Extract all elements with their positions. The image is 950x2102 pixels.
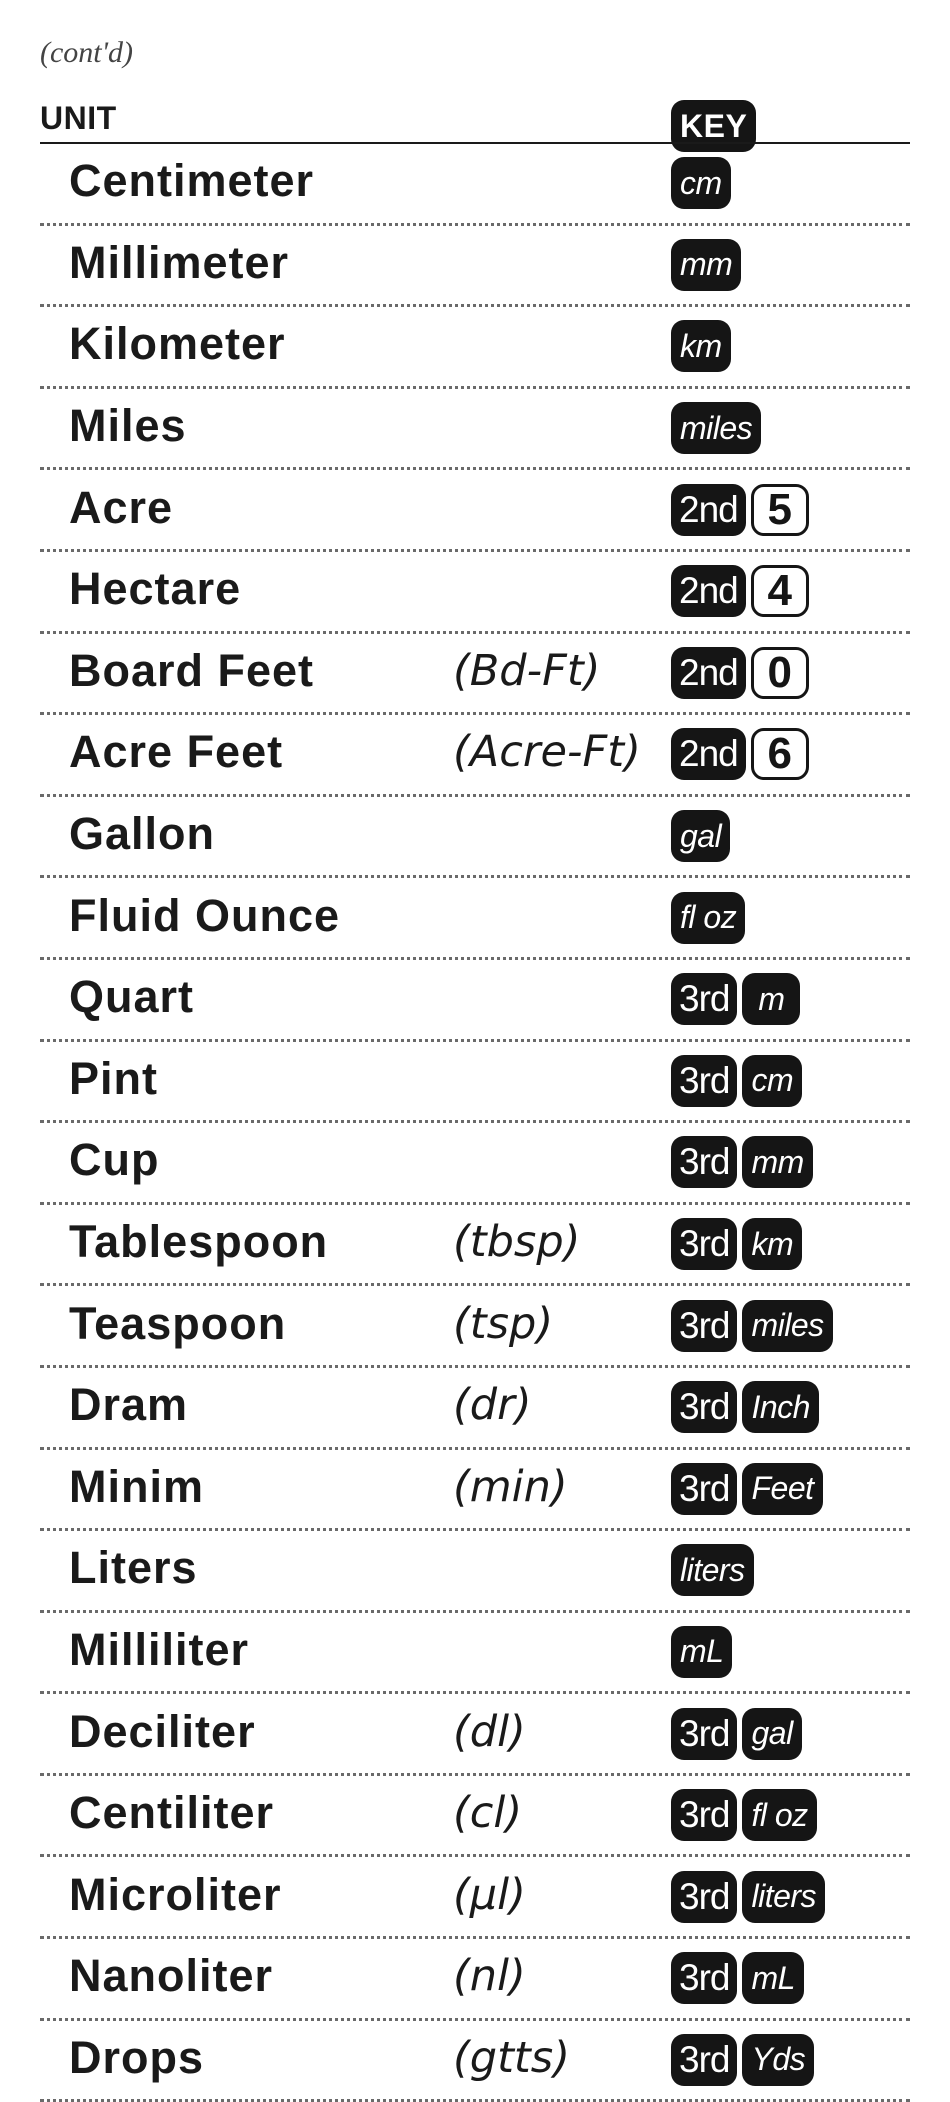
unit-abbreviation: (dl) — [453, 1706, 526, 1757]
key-sequence — [671, 973, 800, 1025]
table-row — [40, 1694, 910, 1776]
calculator-key: cm — [742, 1055, 802, 1107]
unit-name: Minim — [69, 1460, 204, 1512]
unit-name: Hectare — [69, 563, 242, 615]
key-sequence — [671, 647, 809, 699]
calculator-key: Yds — [742, 2034, 814, 2086]
unit-abbreviation: (μl) — [453, 1869, 526, 1920]
unit-abbreviation: (cl) — [453, 1788, 523, 1839]
calculator-key: 3rd — [671, 1463, 737, 1515]
calculator-key: 2nd — [671, 484, 746, 536]
key-sequence — [671, 239, 741, 291]
unit-abbreviation: (min) — [453, 1461, 568, 1512]
table-row — [40, 1613, 910, 1695]
unit-abbreviation: (nl) — [453, 1951, 526, 2002]
table-row — [40, 1042, 910, 1124]
unit-abbreviation: (dr) — [453, 1380, 532, 1431]
key-sequence — [671, 157, 731, 209]
table-row — [40, 389, 910, 471]
calculator-key: miles — [742, 1300, 832, 1352]
key-sequence — [671, 1952, 804, 2004]
calculator-key: mL — [671, 1626, 732, 1678]
key-sequence — [671, 892, 745, 944]
table-row — [40, 1857, 910, 1939]
calculator-key: 3rd — [671, 1789, 737, 1841]
calculator-key: 2nd — [671, 647, 746, 699]
calculator-key: 3rd — [671, 1871, 737, 1923]
calculator-key: 3rd — [671, 1381, 737, 1433]
table-row — [40, 226, 910, 308]
unit-abbreviation: (tbsp) — [453, 1217, 581, 1268]
calculator-key: mm — [742, 1136, 812, 1188]
calculator-key: 5 — [751, 484, 809, 536]
table-row — [40, 470, 910, 552]
key-sequence — [671, 1871, 825, 1923]
unit-name: Miles — [69, 399, 187, 451]
calculator-key: fl oz — [671, 892, 745, 944]
unit-name: Liters — [69, 1542, 198, 1594]
unit-name: Acre Feet — [69, 726, 284, 778]
unit-abbreviation: (Acre-Ft) — [453, 727, 641, 778]
calculator-key: miles — [671, 402, 761, 454]
calculator-key: 4 — [751, 565, 809, 617]
key-sequence — [671, 320, 731, 372]
unit-name: Deciliter — [69, 1705, 256, 1757]
calculator-key: 3rd — [671, 1218, 737, 1270]
key-sequence — [671, 565, 809, 617]
unit-name: Fluid Ounce — [69, 889, 341, 941]
calculator-key: 0 — [751, 647, 809, 699]
calculator-key: Inch — [742, 1381, 818, 1433]
unit-name: Gallon — [69, 807, 216, 859]
table-row — [40, 2021, 910, 2102]
unit-name: Board Feet — [69, 644, 315, 696]
table-row — [40, 1368, 910, 1450]
calculator-key: 3rd — [671, 1055, 737, 1107]
table-row — [40, 552, 910, 634]
key-sequence — [671, 1218, 802, 1270]
key-sequence — [671, 1136, 813, 1188]
key-sequence — [671, 1300, 833, 1352]
table-row — [40, 1450, 910, 1532]
unit-name: Millimeter — [69, 236, 290, 288]
calculator-key: 3rd — [671, 1136, 737, 1188]
table-row — [40, 634, 910, 716]
unit-name: Kilometer — [69, 318, 286, 370]
calculator-key: Feet — [742, 1463, 822, 1515]
calculator-key: 3rd — [671, 973, 737, 1025]
key-sequence — [671, 1626, 732, 1678]
key-sequence — [671, 1381, 819, 1433]
unit-name: Milliliter — [69, 1623, 250, 1675]
unit-name: Nanoliter — [69, 1950, 274, 2002]
key-sequence — [671, 2034, 814, 2086]
unit-name: Centimeter — [69, 155, 315, 207]
calculator-key: gal — [742, 1708, 801, 1760]
calculator-key: cm — [671, 157, 731, 209]
unit-column-header: UNIT — [40, 100, 117, 136]
unit-key-table — [40, 144, 910, 2102]
unit-abbreviation: (tsp) — [453, 1298, 554, 1349]
key-sequence — [671, 1544, 754, 1596]
table-row — [40, 715, 910, 797]
key-sequence — [671, 728, 809, 780]
calculator-key: 3rd — [671, 1952, 737, 2004]
unit-name: Pint — [69, 1052, 158, 1104]
calculator-key: liters — [742, 1871, 825, 1923]
table-row — [40, 878, 910, 960]
key-column-header: KEY — [671, 100, 756, 152]
unit-name: Tablespoon — [69, 1215, 329, 1267]
unit-name: Acre — [69, 481, 174, 533]
table-row — [40, 797, 910, 879]
calculator-key: mL — [742, 1952, 803, 2004]
table-row — [40, 144, 910, 226]
key-sequence — [671, 810, 730, 862]
table-row — [40, 1531, 910, 1613]
calculator-key: 3rd — [671, 2034, 737, 2086]
calculator-key: 3rd — [671, 1708, 737, 1760]
unit-name: Quart — [69, 971, 195, 1023]
calculator-key: m — [742, 973, 800, 1025]
table-row — [40, 1205, 910, 1287]
key-sequence — [671, 1708, 802, 1760]
unit-name: Dram — [69, 1379, 189, 1431]
calculator-key: 2nd — [671, 565, 746, 617]
table-row — [40, 1939, 910, 2021]
calculator-key: 2nd — [671, 728, 746, 780]
calculator-key: fl oz — [742, 1789, 816, 1841]
calculator-key: mm — [671, 239, 741, 291]
unit-abbreviation: (Bd-Ft) — [453, 645, 601, 696]
calculator-key: gal — [671, 810, 730, 862]
calculator-key: 6 — [751, 728, 809, 780]
key-sequence — [671, 1463, 823, 1515]
calculator-key: km — [742, 1218, 802, 1270]
table-row — [40, 1123, 910, 1205]
table-row — [40, 960, 910, 1042]
unit-name: Drops — [69, 2031, 205, 2083]
calculator-key: km — [671, 320, 731, 372]
unit-name: Microliter — [69, 1868, 282, 1920]
continued-note: (cont'd) — [40, 36, 134, 69]
table-row — [40, 1776, 910, 1858]
unit-name: Centiliter — [69, 1787, 275, 1839]
table-row — [40, 307, 910, 389]
key-sequence — [671, 1055, 802, 1107]
key-sequence — [671, 402, 761, 454]
calculator-key: 3rd — [671, 1300, 737, 1352]
unit-abbreviation: (gtts) — [453, 2032, 570, 2083]
key-sequence — [671, 1789, 817, 1841]
calculator-key: liters — [671, 1544, 754, 1596]
unit-name: Cup — [69, 1134, 160, 1186]
key-sequence — [671, 484, 809, 536]
table-row — [40, 1286, 910, 1368]
unit-name: Teaspoon — [69, 1297, 287, 1349]
